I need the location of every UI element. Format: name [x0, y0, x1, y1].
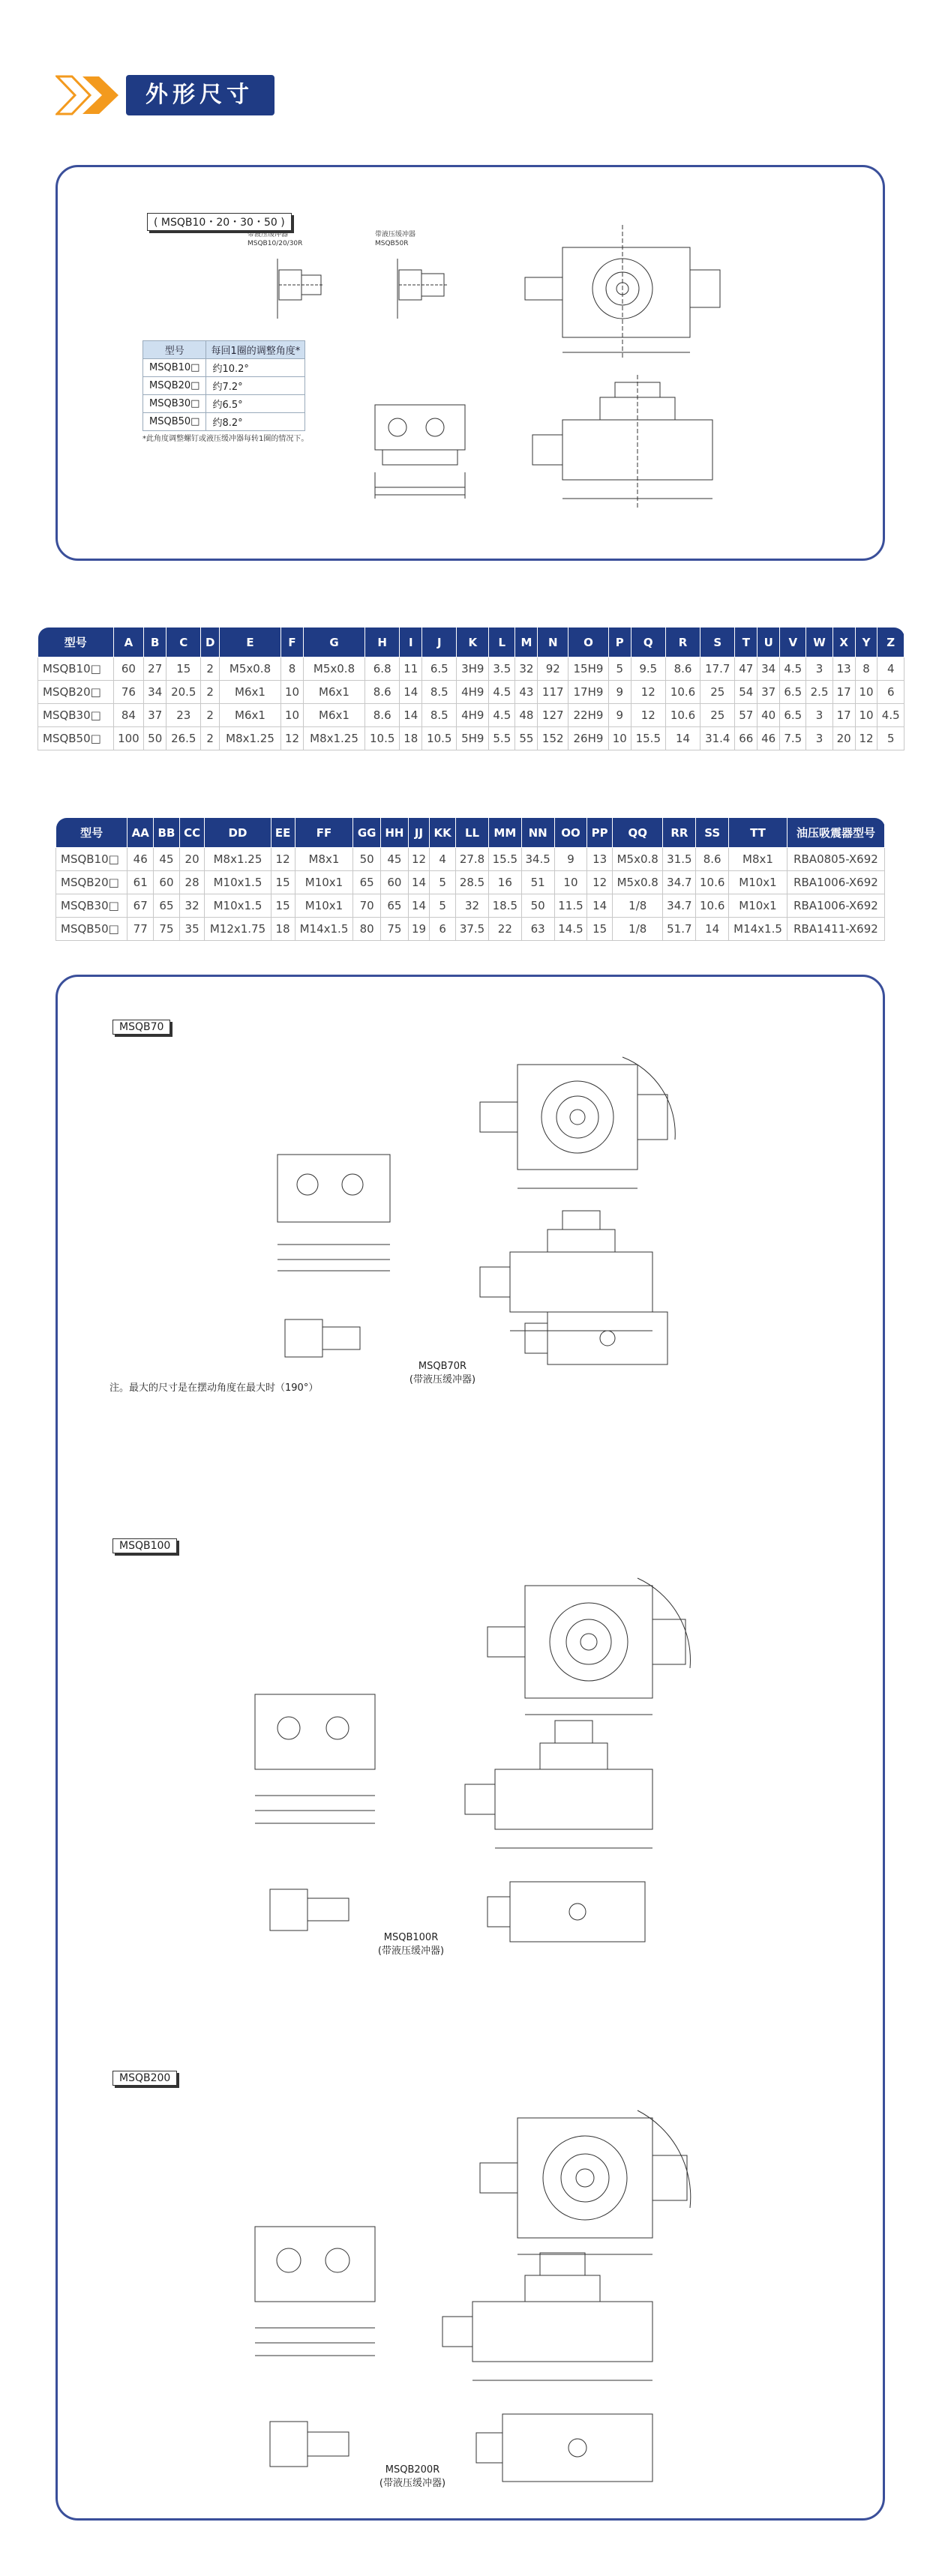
- table-cell: MSQB20□: [56, 871, 128, 894]
- msqb200-side-view: [420, 2242, 705, 2392]
- table-cell: RBA1006-X692: [787, 894, 884, 918]
- table-cell: M8x1: [295, 848, 353, 871]
- column-header: R: [665, 628, 700, 657]
- table-cell: MSQB30□: [38, 704, 114, 727]
- table-cell: 23: [166, 704, 201, 727]
- table-cell: M6x1: [303, 704, 364, 727]
- table-cell: 3H9: [457, 657, 489, 681]
- table-cell: 55: [515, 727, 538, 750]
- table-cell: 4.5: [489, 704, 515, 727]
- table-cell: 76: [113, 681, 144, 704]
- table-cell: 63: [521, 918, 554, 941]
- msqb70-top-view: [450, 1027, 705, 1200]
- table-cell: M8x1: [729, 848, 788, 871]
- model-tag-msqb200: MSQB200: [112, 2071, 177, 2086]
- table-cell: MSQB50□: [56, 918, 128, 941]
- table-cell: 5H9: [457, 727, 489, 750]
- table-cell: M6x1: [219, 681, 280, 704]
- table-cell: 34: [758, 657, 780, 681]
- table-cell: M6x1: [219, 704, 280, 727]
- column-header: PP: [587, 818, 613, 848]
- column-header: N: [538, 628, 568, 657]
- column-header: J: [422, 628, 457, 657]
- table-cell: 32: [456, 894, 489, 918]
- table-cell: 12: [631, 681, 665, 704]
- column-header: L: [489, 628, 515, 657]
- table-cell: 60: [380, 871, 408, 894]
- column-header: F: [281, 628, 304, 657]
- msqb70r-caption: MSQB70R (带液压缓冲器): [409, 1361, 476, 1385]
- cushion-model-a: MSQB10/20/30R: [248, 240, 303, 247]
- table-cell: 10: [855, 681, 878, 704]
- table-cell: 10.6: [665, 681, 700, 704]
- column-header: OO: [554, 818, 587, 848]
- table-cell: 20: [179, 848, 205, 871]
- table-cell: 3: [806, 704, 832, 727]
- table-row: MSQB50□ 约8.2°: [143, 413, 305, 431]
- table-cell: 17.7: [700, 657, 735, 681]
- table-cell: 15: [166, 657, 201, 681]
- cushion-label-b: 带液压缓冲器: [375, 231, 416, 238]
- table-cell: M8x1.25: [303, 727, 364, 750]
- column-header: M: [515, 628, 538, 657]
- table-cell: 9.5: [631, 657, 665, 681]
- table-cell: 9: [608, 704, 631, 727]
- table-cell: 18.5: [488, 894, 521, 918]
- table-cell: 75: [154, 918, 180, 941]
- table-cell: 6: [430, 918, 456, 941]
- column-header: HH: [380, 818, 408, 848]
- table-cell: RBA1006-X692: [787, 871, 884, 894]
- table-cell: 13: [832, 657, 855, 681]
- msqb70r-side-view: [518, 1297, 698, 1379]
- angle-header-model: 型号: [143, 341, 206, 359]
- table-header-row: [56, 818, 885, 848]
- table-cell: M6x1: [303, 681, 364, 704]
- section-title: 外形尺寸: [126, 75, 274, 115]
- table-cell: 22: [488, 918, 521, 941]
- table-cell: 20.5: [166, 681, 201, 704]
- table-cell: 80: [353, 918, 380, 941]
- table-cell: 8.5: [422, 704, 457, 727]
- table-cell: 6.8: [365, 657, 400, 681]
- table-cell: 1/8: [612, 894, 662, 918]
- table-cell: 5.5: [489, 727, 515, 750]
- table-cell: 4H9: [457, 704, 489, 727]
- column-header: O: [568, 628, 609, 657]
- table-cell: 117: [538, 681, 568, 704]
- column-header: D: [201, 628, 220, 657]
- model-tag-msqb70: MSQB70: [112, 1020, 170, 1035]
- table-row: [38, 727, 904, 750]
- table-cell: 8: [281, 657, 304, 681]
- table-cell: M10x1: [729, 894, 788, 918]
- table-cell: 12: [408, 848, 429, 871]
- angle-note: *此角度调整螺钉或液压缓冲器每转1圈的情况下。: [142, 435, 309, 443]
- table-cell: 4.5: [780, 657, 806, 681]
- table-cell: 47: [735, 657, 758, 681]
- table-cell: M5x0.8: [219, 657, 280, 681]
- msqb70-front-view: [262, 1140, 412, 1282]
- table-cell: 15: [271, 871, 295, 894]
- table-cell: 6.5: [780, 704, 806, 727]
- column-header: 油压吸震器型号: [787, 818, 884, 848]
- table-cell: 25: [700, 704, 735, 727]
- section-header: [56, 75, 274, 115]
- table-cell: 46: [758, 727, 780, 750]
- table-cell: 57: [735, 704, 758, 727]
- table-cell: 84: [113, 704, 144, 727]
- table-cell: RBA1411-X692: [787, 918, 884, 941]
- table-cell: M12x1.75: [205, 918, 271, 941]
- table-cell: MSQB10□: [56, 848, 128, 871]
- front-view-small-drawing: [352, 390, 502, 510]
- cushion-model-b: MSQB50R: [375, 240, 409, 247]
- table-cell: 5: [430, 894, 456, 918]
- table-cell: 10.5: [365, 727, 400, 750]
- table-cell: 32: [179, 894, 205, 918]
- table-cell: 5: [608, 657, 631, 681]
- table-row: [56, 918, 885, 941]
- table-cell: 17: [832, 681, 855, 704]
- column-header: TT: [729, 818, 788, 848]
- column-header: SS: [696, 818, 729, 848]
- table-cell: M5x0.8: [612, 848, 662, 871]
- table-cell: 14: [696, 918, 729, 941]
- table-row: [56, 894, 885, 918]
- msqb200-cushion-detail: [255, 2407, 368, 2489]
- table-cell: 4: [430, 848, 456, 871]
- msqb100r-side-view: [480, 1867, 675, 1957]
- column-header: 型号: [56, 818, 128, 848]
- table-cell: 8.6: [665, 657, 700, 681]
- table-cell: MSQB20□: [38, 681, 114, 704]
- double-chevron-icon: [56, 75, 120, 115]
- table-cell: 11: [400, 657, 422, 681]
- table-cell: 8.6: [365, 704, 400, 727]
- table-cell: 10.5: [422, 727, 457, 750]
- msqb200r-side-view: [465, 2399, 690, 2497]
- table-cell: 3.5: [489, 657, 515, 681]
- msqb200r-caption: MSQB200R (带液压缓冲器): [379, 2464, 446, 2489]
- dimension-table-a: [38, 627, 904, 750]
- table-cell: 22H9: [568, 704, 609, 727]
- table-cell: M10x1.5: [205, 871, 271, 894]
- table-cell: 32: [515, 657, 538, 681]
- table-cell: 67: [128, 894, 154, 918]
- table-cell: 152: [538, 727, 568, 750]
- msqb100r-caption: MSQB100R (带液压缓冲器): [377, 1932, 445, 1957]
- table-cell: 14: [400, 704, 422, 727]
- msqb100-front-view: [240, 1679, 390, 1837]
- table-cell: M8x1.25: [205, 848, 271, 871]
- table-row: [56, 848, 885, 871]
- table-cell: 7.5: [780, 727, 806, 750]
- table-cell: M14x1.5: [729, 918, 788, 941]
- table-cell: MSQB10□: [38, 657, 114, 681]
- table-cell: 8.6: [365, 681, 400, 704]
- table-header-row: [38, 628, 904, 657]
- table-cell: 26H9: [568, 727, 609, 750]
- table-cell: 5: [878, 727, 904, 750]
- table-cell: 51: [521, 871, 554, 894]
- table-cell: 19: [408, 918, 429, 941]
- column-header: I: [400, 628, 422, 657]
- column-header: QQ: [612, 818, 662, 848]
- table-cell: RBA0805-X692: [787, 848, 884, 871]
- side-view-small-drawing: [518, 375, 765, 517]
- table-cell: 2: [201, 727, 220, 750]
- table-cell: 127: [538, 704, 568, 727]
- table-cell: 50: [144, 727, 166, 750]
- msqb200-top-view: [435, 2080, 720, 2268]
- column-header: DD: [205, 818, 271, 848]
- table-cell: 37: [144, 704, 166, 727]
- table-cell: 40: [758, 704, 780, 727]
- column-header: KK: [430, 818, 456, 848]
- table-cell: 31.4: [700, 727, 735, 750]
- column-header: C: [166, 628, 201, 657]
- table-cell: 3: [806, 727, 832, 750]
- table-cell: 31.5: [663, 848, 696, 871]
- table-cell: 10.6: [696, 871, 729, 894]
- msqb200-front-view: [240, 2212, 390, 2369]
- column-header: E: [219, 628, 280, 657]
- column-header: FF: [295, 818, 353, 848]
- column-header: H: [365, 628, 400, 657]
- table-row: [38, 657, 904, 681]
- column-header: AA: [128, 818, 154, 848]
- table-cell: 46: [128, 848, 154, 871]
- model-tag-msqb10-50: ( MSQB10・20・30・50 ): [147, 213, 292, 231]
- table-cell: 9: [608, 681, 631, 704]
- table-cell: 45: [154, 848, 180, 871]
- table-cell: 25: [700, 681, 735, 704]
- cushion-side-view-a: [248, 229, 338, 326]
- table-cell: 14: [408, 894, 429, 918]
- table-cell: 14: [587, 894, 613, 918]
- table-cell: 12: [587, 871, 613, 894]
- dimension-table-b: [56, 817, 885, 941]
- column-header: JJ: [408, 818, 429, 848]
- table-cell: 60: [113, 657, 144, 681]
- table-cell: 28: [179, 871, 205, 894]
- table-cell: 77: [128, 918, 154, 941]
- table-cell: 34.5: [521, 848, 554, 871]
- table-cell: 2: [201, 704, 220, 727]
- table-cell: 54: [735, 681, 758, 704]
- table-row: [56, 871, 885, 894]
- column-header: NN: [521, 818, 554, 848]
- column-header: BB: [154, 818, 180, 848]
- table-cell: 37: [758, 681, 780, 704]
- table-cell: 12: [631, 704, 665, 727]
- table-cell: 14.5: [554, 918, 587, 941]
- table-cell: 2: [201, 657, 220, 681]
- table-cell: 51.7: [663, 918, 696, 941]
- column-header: A: [113, 628, 144, 657]
- cushion-side-view-b: [375, 229, 465, 326]
- table-cell: 6: [878, 681, 904, 704]
- table-cell: 65: [353, 871, 380, 894]
- table-row: MSQB10□ 约10.2°: [143, 359, 305, 377]
- column-header: G: [303, 628, 364, 657]
- table-cell: 70: [353, 894, 380, 918]
- top-view-small-drawing: [510, 217, 758, 367]
- table-cell: 12: [271, 848, 295, 871]
- table-row: MSQB20□ 约7.2°: [143, 377, 305, 395]
- column-header: T: [735, 628, 758, 657]
- table-cell: 15H9: [568, 657, 609, 681]
- table-cell: 15.5: [631, 727, 665, 750]
- column-header: Y: [855, 628, 878, 657]
- column-header: B: [144, 628, 166, 657]
- table-cell: 12: [855, 727, 878, 750]
- table-cell: 2.5: [806, 681, 832, 704]
- table-cell: 6.5: [422, 657, 457, 681]
- column-header: GG: [353, 818, 380, 848]
- table-cell: 16: [488, 871, 521, 894]
- table-cell: 28.5: [456, 871, 489, 894]
- column-header: P: [608, 628, 631, 657]
- column-header: EE: [271, 818, 295, 848]
- angle-header-angle: 每回1圈的调整角度*: [206, 341, 305, 359]
- table-cell: 2: [201, 681, 220, 704]
- table-cell: 8.5: [422, 681, 457, 704]
- table-row: [38, 704, 904, 727]
- table-cell: 5: [430, 871, 456, 894]
- column-header: 型号: [38, 628, 114, 657]
- column-header: S: [700, 628, 735, 657]
- table-cell: 15: [271, 894, 295, 918]
- table-cell: 8: [855, 657, 878, 681]
- table-cell: M10x1: [729, 871, 788, 894]
- table-cell: 35: [179, 918, 205, 941]
- table-cell: 4.5: [489, 681, 515, 704]
- adjust-angle-table: [142, 340, 305, 431]
- table-cell: 43: [515, 681, 538, 704]
- table-cell: 3: [806, 657, 832, 681]
- table-cell: 10: [281, 681, 304, 704]
- table-cell: 27: [144, 657, 166, 681]
- table-cell: 50: [353, 848, 380, 871]
- table-cell: 8.6: [696, 848, 729, 871]
- table-cell: 65: [154, 894, 180, 918]
- table-cell: 1/8: [612, 918, 662, 941]
- table-cell: 92: [538, 657, 568, 681]
- column-header: RR: [663, 818, 696, 848]
- msqb100-cushion-detail: [255, 1874, 368, 1949]
- msqb100-side-view: [450, 1709, 698, 1859]
- table-row: [38, 681, 904, 704]
- table-cell: 6.5: [780, 681, 806, 704]
- table-cell: MSQB30□: [56, 894, 128, 918]
- column-header: Q: [631, 628, 665, 657]
- table-cell: 61: [128, 871, 154, 894]
- table-cell: M10x1.5: [205, 894, 271, 918]
- table-cell: 10: [554, 871, 587, 894]
- table-cell: 14: [408, 871, 429, 894]
- table-cell: 34.7: [663, 894, 696, 918]
- table-cell: 37.5: [456, 918, 489, 941]
- column-header: CC: [179, 818, 205, 848]
- model-tag-msqb100: MSQB100: [112, 1538, 177, 1553]
- table-cell: M10x1: [295, 871, 353, 894]
- column-header: Z: [878, 628, 904, 657]
- table-cell: 66: [735, 727, 758, 750]
- table-cell: 48: [515, 704, 538, 727]
- table-cell: 4: [878, 657, 904, 681]
- table-cell: 10: [608, 727, 631, 750]
- table-cell: 75: [380, 918, 408, 941]
- column-header: LL: [456, 818, 489, 848]
- msqb70-cushion-detail: [270, 1304, 382, 1372]
- column-header: V: [780, 628, 806, 657]
- column-header: MM: [488, 818, 521, 848]
- table-cell: M14x1.5: [295, 918, 353, 941]
- column-header: U: [758, 628, 780, 657]
- table-row: MSQB30□ 约6.5°: [143, 395, 305, 413]
- table-cell: 10.6: [665, 704, 700, 727]
- table-cell: 12: [281, 727, 304, 750]
- msqb70-note: 注。最大的尺寸是在摆动角度在最大时（190°）: [110, 1382, 319, 1394]
- table-cell: 4.5: [878, 704, 904, 727]
- table-cell: 10.6: [696, 894, 729, 918]
- table-cell: 60: [154, 871, 180, 894]
- table-cell: 13: [587, 848, 613, 871]
- table-cell: 9: [554, 848, 587, 871]
- table-cell: 20: [832, 727, 855, 750]
- table-cell: 17: [832, 704, 855, 727]
- table-cell: M5x0.8: [303, 657, 364, 681]
- table-cell: 15: [587, 918, 613, 941]
- table-cell: 11.5: [554, 894, 587, 918]
- table-cell: M5x0.8: [612, 871, 662, 894]
- table-cell: 18: [400, 727, 422, 750]
- table-cell: 50: [521, 894, 554, 918]
- table-cell: 34.7: [663, 871, 696, 894]
- table-cell: 10: [281, 704, 304, 727]
- table-cell: 10: [855, 704, 878, 727]
- table-cell: M8x1.25: [219, 727, 280, 750]
- table-cell: 34: [144, 681, 166, 704]
- table-cell: 45: [380, 848, 408, 871]
- column-header: X: [832, 628, 855, 657]
- table-cell: M10x1: [295, 894, 353, 918]
- table-cell: 26.5: [166, 727, 201, 750]
- table-cell: 4H9: [457, 681, 489, 704]
- table-cell: 27.8: [456, 848, 489, 871]
- cushion-label-a: 带液压缓冲器: [248, 231, 289, 238]
- table-cell: 15.5: [488, 848, 521, 871]
- column-header: K: [457, 628, 489, 657]
- table-cell: 100: [113, 727, 144, 750]
- table-cell: 18: [271, 918, 295, 941]
- table-cell: 17H9: [568, 681, 609, 704]
- table-cell: 14: [400, 681, 422, 704]
- table-cell: MSQB50□: [38, 727, 114, 750]
- msqb100-top-view: [450, 1548, 720, 1728]
- table-cell: 14: [665, 727, 700, 750]
- column-header: W: [806, 628, 832, 657]
- table-cell: 65: [380, 894, 408, 918]
